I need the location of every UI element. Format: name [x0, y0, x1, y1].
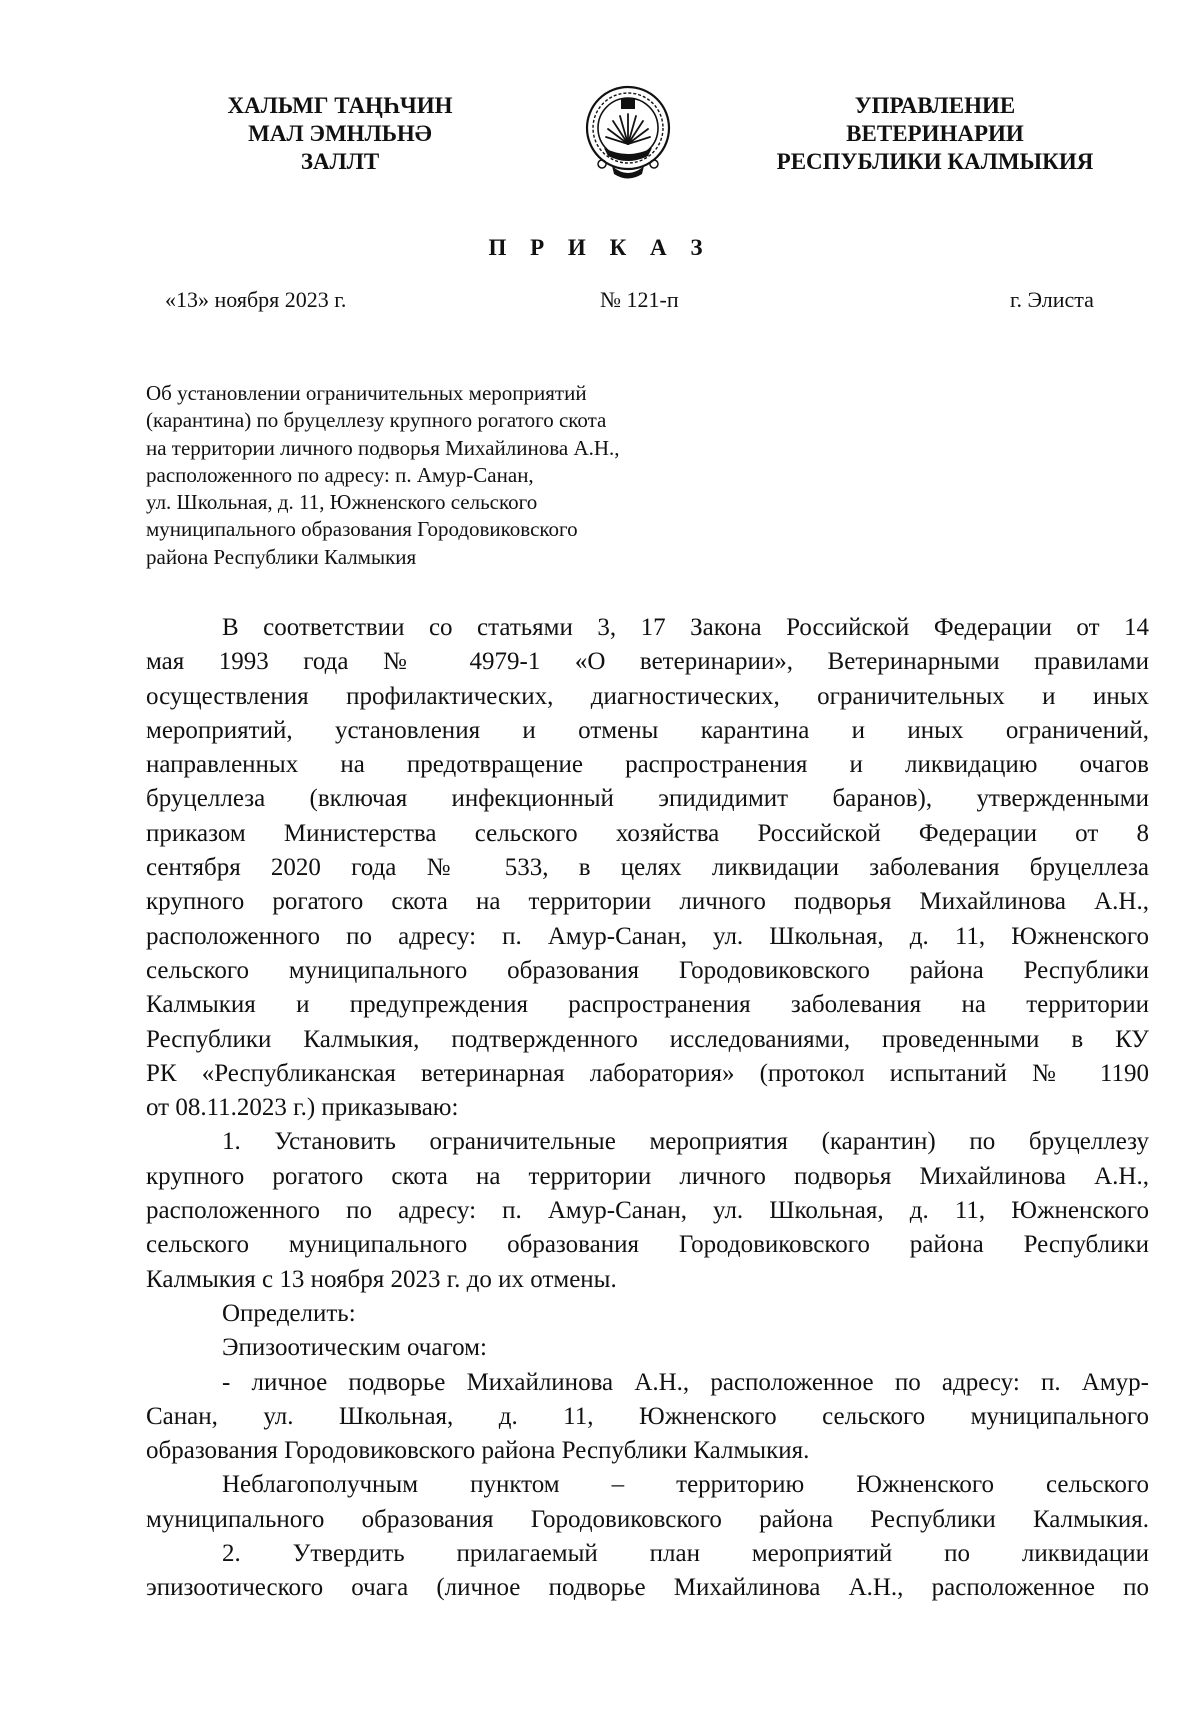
- body-line: крупного рогатого скота на территории личного подворья Михайлинова А.Н.,: [146, 888, 1149, 916]
- body-line: от 08.11.2023 г.) приказываю:: [146, 1094, 459, 1122]
- header-right-line: РЕСПУБЛИКИ КАЛМЫКИЯ: [776, 149, 1094, 174]
- header-left-line: МАЛ ЭМНЛЬНӘ: [248, 121, 432, 146]
- body-line: сельского муниципального образования Городовиковского района Республики: [146, 1231, 1149, 1259]
- body-line: 1. Установить ограничительные мероприятия (карантин) по бруцеллезу: [222, 1128, 1149, 1156]
- body-line: РК «Республиканская ветеринарная лаборатория» (протокол испытаний № 1190: [146, 1059, 1149, 1087]
- header-right-line: УПРАВЛЕНИЕ: [854, 93, 1016, 118]
- body-line: 2. Утвердить прилагаемый план мероприятий по ликвидации: [222, 1540, 1149, 1568]
- body-line: муниципального образования Городовиковского района Республики Калмыкия.: [146, 1505, 1149, 1533]
- body-line: расположенного по адресу: п. Амур-Санан, ул. Школьная, д. 11, Южненского: [146, 1197, 1149, 1225]
- body-line: мероприятий, установления и отмены карантина и иных ограничений,: [146, 716, 1149, 744]
- subject-block: [146, 380, 866, 571]
- body-text: [146, 611, 1149, 1606]
- body-line: мая 1993 года № 4979-1 «О ветеринарии», Ветеринарными правилами: [146, 648, 1149, 676]
- body-line: - личное подворье Михайлинова А.Н., расположенное по адресу: п. Амур-: [222, 1368, 1149, 1396]
- header-left-line: ЗАЛЛТ: [300, 149, 380, 174]
- header-right-line: ВЕТЕРИНАРИИ: [846, 121, 1024, 146]
- body-line: расположенного по адресу: п. Амур-Санан, ул. Школьная, д. 11, Южненского: [146, 922, 1149, 950]
- body-line: крупного рогатого скота на территории личного подворья Михайлинова А.Н.,: [146, 1162, 1149, 1190]
- body-line: сентября 2020 года № 533, в целях ликвидации заболевания бруцеллеза: [146, 854, 1149, 882]
- body-line: осуществления профилактических, диагностических, ограничительных и иных: [146, 682, 1149, 710]
- subject-line: Об установлении ограничительных мероприятий: [146, 381, 587, 405]
- subject-line: расположенного по адресу: п. Амур-Санан,: [146, 462, 534, 487]
- body-line: приказом Министерства сельского хозяйства Российской Федерации от 8: [146, 819, 1149, 847]
- body-line: эпизоотического очага (личное подворье Михайлинова А.Н., расположенное по: [146, 1574, 1149, 1602]
- body-line: Санан, ул. Школьная, д. 11, Южненского сельского муниципального: [146, 1402, 1149, 1430]
- subject-line: (карантина) по бруцеллезу крупного рогатого скота: [146, 408, 607, 433]
- body-line: сельского муниципального образования Городовиковского района Республики: [146, 956, 1149, 984]
- body-line: направленных на предотвращение распространения и ликвидацию очагов: [146, 751, 1149, 779]
- subject-line: муниципального образования Городовиковского: [146, 517, 578, 542]
- body-line: В соответствии со статьями 3, 17 Закона Российской Федерации от 14: [222, 614, 1149, 641]
- document-number: № 121-п: [600, 287, 679, 312]
- document-title: П Р И К А З: [488, 235, 712, 260]
- body-line: Неблагополучным пунктом – территорию Южненского сельского: [222, 1471, 1149, 1499]
- body-line: бруцеллеза (включая инфекционный эпидидимит баранов), утвержденными: [146, 785, 1149, 813]
- body-line: Калмыкия с 13 ноября 2023 г. до их отмены.: [146, 1265, 617, 1293]
- header-left-block: [190, 92, 490, 176]
- document-date: «13» ноября 2023 г.: [165, 287, 347, 312]
- subject-line: на территории личного подворья Михайлинова А.Н.,: [146, 435, 620, 460]
- body-line: Определить:: [222, 1299, 356, 1327]
- body-line: Республики Калмыкия, подтвержденного исследованиями, проведенными в КУ: [146, 1025, 1149, 1053]
- body-line: Калмыкия и предупреждения распространения заболевания на территории: [146, 991, 1149, 1019]
- coat-of-arms-emblem: [582, 84, 674, 184]
- document-city: г. Элиста: [1010, 287, 1094, 312]
- header-right-block: [735, 92, 1135, 176]
- subject-line: района Республики Калмыкия: [146, 544, 417, 569]
- body-line: образования Городовиковского района Республики Калмыкия.: [146, 1437, 810, 1465]
- body-line: Эпизоотическим очагом:: [222, 1334, 487, 1362]
- subject-line: ул. Школьная, д. 11, Южненского сельского: [146, 490, 538, 515]
- header-left-line: ХАЛЬМГ ТАҢҺЧИН: [227, 93, 453, 118]
